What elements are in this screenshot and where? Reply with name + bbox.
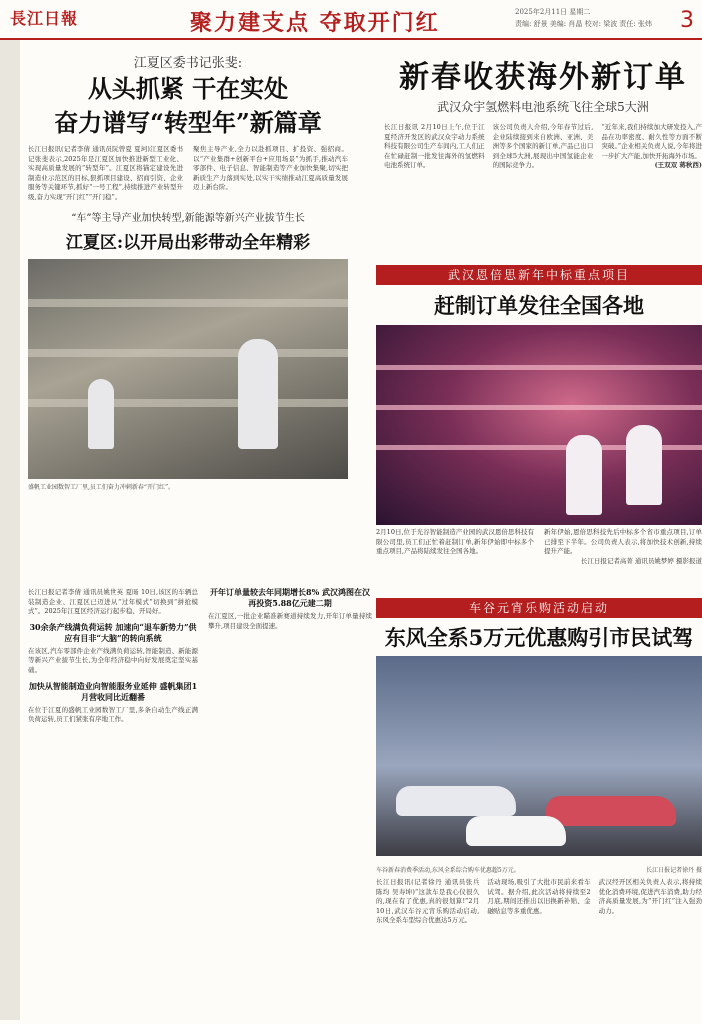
story3-body [376, 528, 702, 566]
editor-credits: 责编: 舒景 美编: 肖晶 校对: 梁波 责任: 张炜 [515, 20, 653, 28]
worker-figure [88, 379, 114, 449]
story1-lower-mid [208, 582, 372, 631]
left-rail-decoration [0, 40, 20, 1020]
car-photo-credit: 长江日报记者徐丹 摄 [646, 867, 702, 874]
story1-subhead2: 开年订单量较去年同期增长8% 武汉鸿图在汉再投资5.88亿元建二期 [210, 587, 370, 608]
story1-kicker: 江夏区委书记张斐: [133, 56, 243, 71]
car-show-photo [376, 656, 702, 856]
factory-photo [28, 259, 348, 479]
story-jiangxia-main [28, 52, 348, 1016]
story-zhongyu-hydrogen [384, 52, 702, 171]
car-graphic [546, 796, 676, 826]
story2-col3: “近年来,我们持续加大研发投入,产品在功率密度、耐久性等方面不断突破。”企业相关负责人说,今年将进一步扩大产能,加快开拓海外市场。 [601, 123, 702, 160]
rack-graphic [376, 405, 702, 410]
story1-body [28, 145, 348, 203]
car-graphic [396, 786, 516, 816]
page-number: 3 [680, 8, 694, 33]
story3-headline: 赶制订单发往全国各地 [434, 293, 644, 318]
story1-headline-line1: 从头抓紧 干在实处 [87, 74, 289, 103]
story3-text-left: 2月10日,位于光谷智能制造产业园的武汉恩倍思科技有限公司里,员工们正忙着赶制订单,新年伊始即中标多个重点项目,产品将陆续发往全国各地。 [376, 528, 534, 556]
story1-lower-left [28, 588, 198, 725]
story4-redbar: 车谷元宵乐购活动启动 [376, 598, 702, 618]
story2-headline: 新春收获海外新订单 [399, 60, 687, 95]
story1-lower1: 长江日报记者李倩 通讯员姚世英 夏旸 10日,该区的车辆总装制造企业、江夏区已迈进从“过年模式”切换到“拼抢模式”。2025年江夏区经济运行起步稳、开局好。 [28, 588, 198, 616]
rack-graphic [376, 365, 702, 370]
story2-body [384, 123, 702, 171]
story2-subheadline: 武汉众宇氢燃料电池系统飞往全球5大洲 [437, 100, 649, 114]
story1-lower4: 在位于江夏的盛帆工业园数智工厂里,多条自动生产线正满负荷运转,员工们紧张有序地工作。 [28, 705, 198, 724]
story2-col1: 长江日报讯 2月10日上午,位于江夏经济开发区的武汉众宇动力系统科技有限公司生产车间内,工人们正在忙碌赶制一批发往海外的氢燃料电池系统订单。 [384, 123, 485, 170]
lab-photo [376, 325, 702, 525]
worker-figure [238, 339, 278, 449]
car-graphic [466, 816, 566, 846]
shelf-graphic [28, 299, 348, 307]
story4-headline: 东风全系5万元优惠购引市民试驾 [384, 625, 694, 650]
factory-photo-caption: 盛帆工业园数智工厂里,员工们奋力冲刺新春“开门红”。 [28, 483, 175, 491]
story4-col3: 武汉经开区相关负责人表示,将持续优化消费环境,促进汽车消费,助力经济高质量发展,为“开门红”注入强劲动力。 [598, 878, 702, 915]
issue-date: 2025年2月11日 星期二 [515, 8, 591, 16]
story4-col1: 长江日报讯(记者徐丹 通讯员张兵 陈均 吴寿坤)“这款车是我心仪很久的,现在有了优惠,真的很划算!”2月10日,武汉车谷元宵乐购活动启动,东风全系车型综合优惠达5万元。 [376, 878, 480, 925]
story4-col2: 活动现场,吸引了大批市民前来看车试驾。据介绍,此次活动将持续至2月底,期间还推出以旧换新补贴、金融贴息等多重优惠。 [487, 878, 591, 915]
technician-figure [626, 425, 662, 505]
newspaper-logo: 長江日報 [10, 9, 79, 28]
story4-body [376, 862, 702, 926]
story1-subhead3: 加快从智能制造业向智能服务业延伸 盛帆集团1月营收同比近翻番 [28, 680, 198, 702]
story1-lower2: 在该区,汽车零部件企业产线满负荷运转,智能制造、新能源等新兴产业拔节生长,为全年经济稳中向好发展奠定坚实基础。 [28, 646, 198, 674]
story1-kicker2: “车”等主导产业加快转型,新能源等新兴产业拔节生长 [71, 212, 305, 224]
technician-figure [566, 435, 602, 515]
story1-subhead1: 30余条产线满负荷运转 加速向“退车新势力”供应有目非“大脑”的转向系统 [29, 621, 197, 643]
story2-byline: (王双双 蒋秋西) [654, 161, 702, 170]
car-photo-caption: 车谷新春消费季活动,东风全系综合购车优惠超5万元。 [376, 867, 520, 874]
shelf-graphic [28, 399, 348, 407]
issue-meta [515, 6, 680, 30]
story3-credit: 长江日报记者高菁 通讯员姚梦婷 摄影报道 [580, 556, 702, 565]
story1-headline2: 江夏区:以开局出彩带动全年精彩 [65, 232, 311, 253]
story1-col1: 长江日报讯(记者李倩 通讯员阮曾夏 夏珂)江夏区委书记张斐表示,2025年是江夏区加快推进新型工业化、实现高质量发展的“转型年”。江夏区将锚定建设先进制造业示范区的目标,狠抓项目建设、招商引资、企业服务等关键环节,抓好“一号工程”,持续推进产业转型升级,奋力实现“开门红”“开门稳”。 [28, 145, 183, 201]
story3-text-right: 新年伊始,恩倍思科技先后中标多个省市重点项目,订单已排至下半年。公司负责人表示,将加快技术创新,持续提升产能。 [544, 528, 702, 556]
masthead [0, 0, 702, 40]
story1-headline-line2: 奋力谱写“转型年”新篇章 [54, 108, 322, 137]
section-slogan: 聚力建支点 夺取开门红 [190, 10, 440, 36]
story1-col2: 聚焦主导产业,全力以赴抓项目、扩投资、强招商。以“产业集群+创新平台+应用场景”为抓手,推动汽车零部件、电子信息、智能制造等产业加快集聚,切实把新质生产力落到实处,以实干实绩推动江夏高质量发展迈上新台阶。 [193, 145, 348, 192]
story3-redbar: 武汉恩倍思新年中标重点项目 [376, 265, 702, 285]
story2-col2: 该公司负责人介绍,今年春节过后,企业陆续接到来自欧洲、亚洲、美洲等多个国家的新订单,产品已出口到全球5大洲,展现出中国氢能企业的国际竞争力。 [492, 123, 594, 170]
story1-lower3: 在江夏区,一批企业瞄准新赛道持续发力,开年订单量持续攀升,项目建设全面提速。 [208, 612, 372, 630]
shelf-graphic [28, 349, 348, 357]
